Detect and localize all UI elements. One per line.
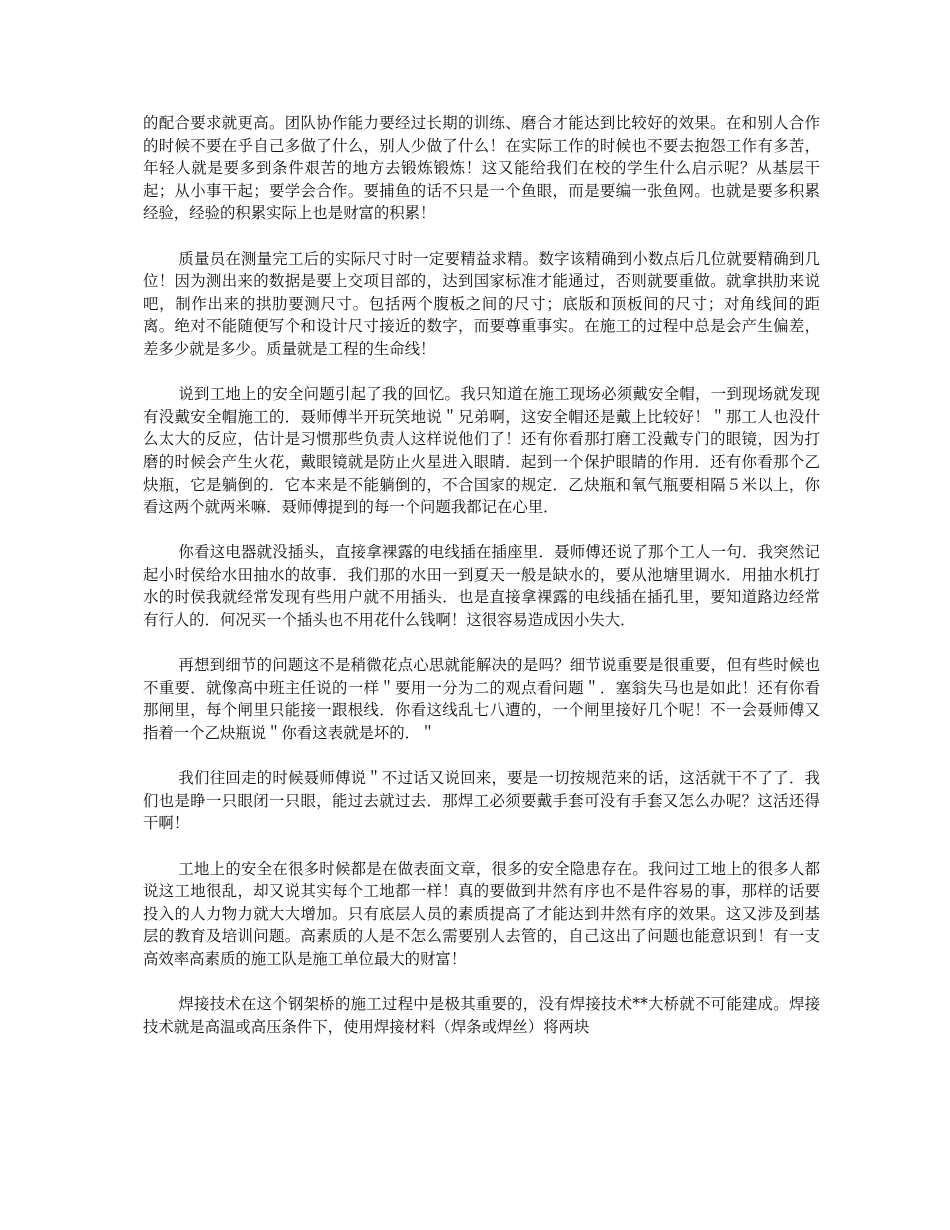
paragraph-6: 我们往回走的时候聂师傅说＂不过话又说回来，要是一切按规范来的话，这活就干不了了．我们也是睁一只眼闭一只眼，能过去就过去．那焊工必须要戴手套可没有手套又怎么办呢？这活还得干啊！ (143, 769, 820, 833)
paragraph-4: 你看这电器就没插头，直接拿裸露的电线插在插座里．聂师傅还说了那个工人一句．我突然记起小时侯给水田抽水的故事．我们那的水田一到夏天一般是缺水的，要从池塘里调水．用抽水机打水的时侯我就经常发现有些用户就不用插头．也是直接拿裸露的电线插在插孔里，要知道路边经常有行人的．何况买一个插头也不用花什么钱啊！这很容易造成因小失大． (143, 543, 820, 630)
paragraph-2: 质量员在测量完工后的实际尺寸时一定要精益求精。数字该精确到小数点后几位就要精确到几位！因为测出来的数据是要上交项目部的，达到国家标准才能通过，否则就要重做。就拿拱肋来说吧，制作出来的拱肋要测尺寸。包括两个腹板之间的尺寸；底版和顶板间的尺寸；对角线间的距离。绝对不能随便写个和设计尺寸接近的数字，而要尊重事实。在施工的过程中总是会产生偏差，差多少就是多少。质量就是工程的生命线！ (143, 249, 820, 358)
paragraph-7: 工地上的安全在很多时候都是在做表面文章，很多的安全隐患存在。我问过工地上的很多人都说这工地很乱，却又说其实每个工地都一样！真的要做到井然有序也不是件容易的事，那样的话要投入的人力物力就大大增加。只有底层人员的素质提高了才能达到井然有序的效果。这又涉及到基层的教育及培训问题。高素质的人是不怎么需要别人去管的，自己这出了问题也能意识到！有一支高效率高素质的施工队是施工单位最大的财富！ (143, 859, 820, 968)
paragraph-5: 再想到细节的问题这不是稍微花点心思就能解决的是吗？细节说重要是很重要，但有些时候也不重要．就像高中班主任说的一样＂要用一分为二的观点看问题＂．塞翁失马也是如此！还有你看那闸里，每个闸里只能接一跟根线．你看这线乱七八遭的，一个闸里接好几个呢！不一会聂师傅又指着一个乙炔瓶说＂你看这表就是坏的．＂ (143, 656, 820, 743)
document-page (143, 112, 820, 1061)
paragraph-8: 焊接技术在这个钢架桥的施工过程中是极其重要的，没有焊接技术**大桥就不可能建成。焊接技术就是高温或高压条件下，使用焊接材料（焊条或焊丝）将两块 (143, 995, 820, 1036)
paragraph-1: 的配合要求就更高。团队协作能力要经过长期的训练、磨合才能达到比较好的效果。在和别人合作的时候不要在乎自己多做了什么，别人少做了什么！在实际工作的时候也不要去抱怨工作有多苦，年轻人就是要多到条件艰苦的地方去锻炼锻炼！这又能给我们在校的学生什么启示呢？从基层干起；从小事干起；要学会合作。要捕鱼的话不只是一个鱼眼，而是要编一张鱼网。也就是要多积累经验，经验的积累实际上也是财富的积累！ (143, 114, 820, 223)
paragraph-3: 说到工地上的安全问题引起了我的回忆。我只知道在施工现场必须戴安全帽，一到现场就发现有没戴安全帽施工的．聂师傅半开玩笑地说＂兄弟啊，这安全帽还是戴上比较好！＂那工人也没什么太大的反应，估计是习惯那些负责人这样说他们了！还有你看那打磨工没戴专门的眼镜，因为打磨的时候会产生火花，戴眼镜就是防止火星进入眼睛．起到一个保护眼睛的作用．还有你看那个乙炔瓶，它是躺倒的．它本来是不能躺倒的，不合国家的规定．乙炔瓶和氧气瓶要相隔５米以上，你看这两个就两米嘛．聂师傅提到的每一个问题我都记在心里． (143, 385, 820, 517)
